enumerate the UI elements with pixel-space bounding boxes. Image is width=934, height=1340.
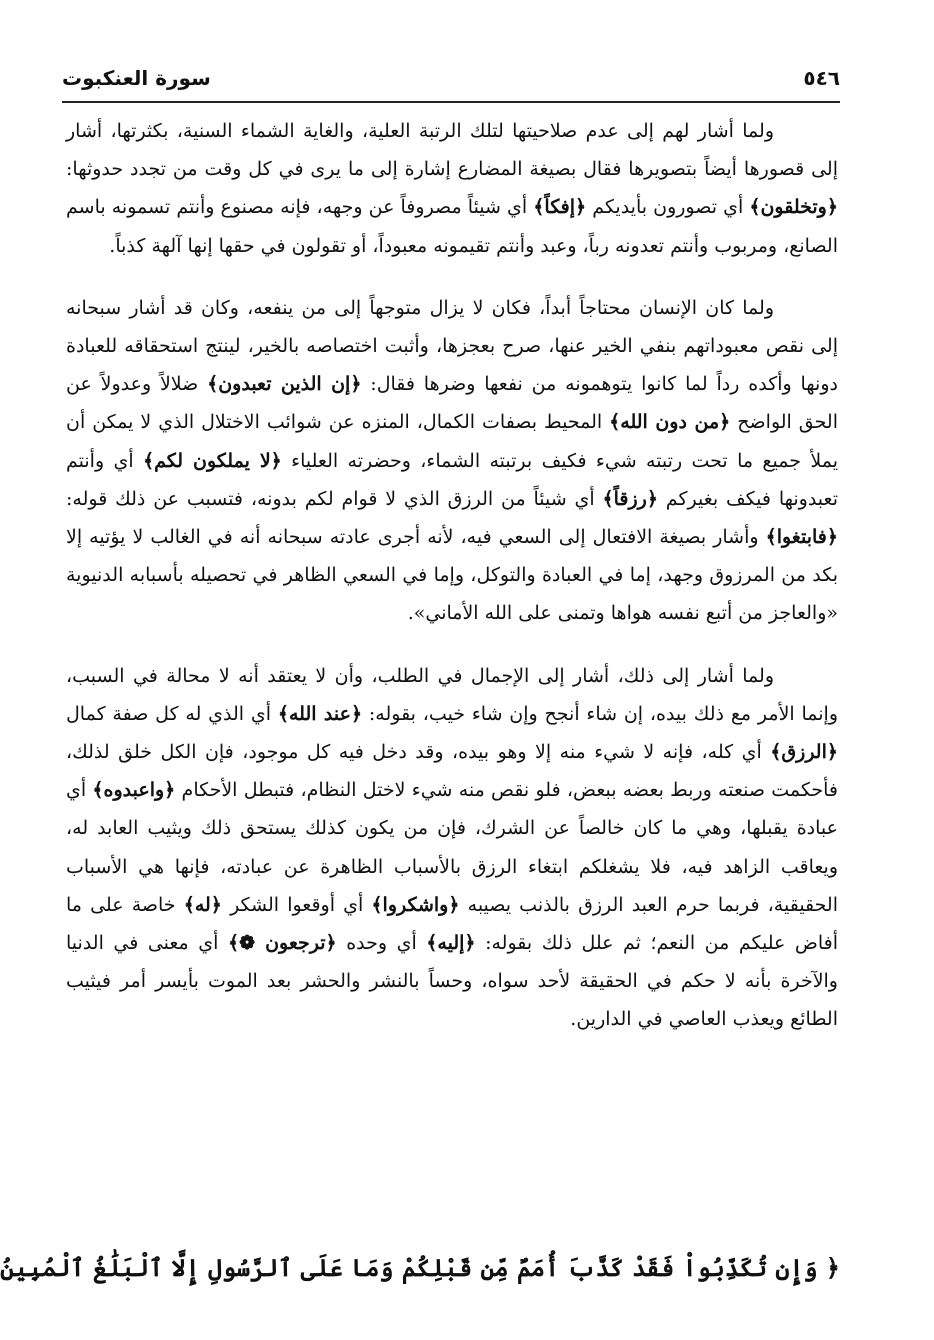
verse-text: ﴿ وَإِن تُكَذِّبُواْ فَقَدْ كَذَّبَ أُمَمٌ مِّن قَبْلِكُمْ وَمَا عَلَى ٱلرَّسُولِ إِلَّا ٱلْبَلَٰغُ ٱلْمُبِينُ <box>0 1253 840 1282</box>
text-segment: ضلالاً وعدولاً عن الحق الواضح <box>66 373 838 434</box>
text-segment: أي الذي له كل صفة كمال <box>66 702 278 725</box>
quoted-verse-word: ﴿وتخلقون﴾ <box>749 196 838 219</box>
page-header <box>62 58 840 98</box>
text-segment: ولما أشار لهم إلى عدم صلاحيتها لتلك الرتبة العلية، والغاية الشماء السنية، بكثرتها، أشار إلى قصورها أيضاً بتصويرها فقال بصيغة المضارع إشارة إلى ما يرى في كل وقت من تجدد حدوثها: <box>66 120 838 181</box>
quoted-verse-word: ﴿من دون الله﴾ <box>609 411 731 434</box>
text-segment: المحيط بصفات الكمال، المنزه عن شوائب الاختلال الذي لا يمكن أن يملأ جميع ما تحت رتبته شيء فكيف برتبته الشماء، وحضرته العلياء <box>66 411 838 472</box>
paragraph <box>66 112 838 265</box>
page-number: ٥٤٦ <box>803 66 840 90</box>
text-segment: أي وحده <box>336 932 427 955</box>
text-segment: خاصة على ما أفاض عليكم من النعم؛ ثم علل ذلك بقوله: <box>66 893 838 955</box>
text-segment: أي كله، فإنه لا شيء منه إلا وهو بيده، وقد دخل فيه كل موجود، فإن الكل خلق لذلك، فأحكمت صنعته وربط بعضه ببعض، فلو نقص منه شيء لاختل النظام، فتبطل الأحكام <box>66 741 838 802</box>
text-segment: أي عبادة يقبلها، وهي ما كان خالصاً عن الشرك، فإن من يكون كذلك يستحق ذلك ويثيب العابد له، ويعاقب الزاهد فيه، فلا يشغلكم ابتغاء الرزق بالأسباب الظاهرة عن عبادته، فإنها هي الأسباب الحقيقية، فربما حرم العبد الرزق بالذنب يصيبه <box>66 779 838 916</box>
text-segment: أي تصورون بأيديكم <box>586 196 750 219</box>
text-segment: أي شيئاً مصروفاً عن وجهه، فإنه مصنوع وأنتم تسمونه باسم الصانع، ومربوب وأنتم تعدونه رباً، وعبد وأنتم تقيمونه معبوداً، أو تقولون في حقها إنها آلهة كذباً. <box>66 196 838 257</box>
quoted-verse-word: ﴿له﴾ <box>183 893 222 916</box>
quoted-verse-word: ﴿الرزق﴾ <box>770 741 838 764</box>
paragraph <box>66 657 838 1039</box>
surah-title: سورة العنكبوت <box>62 66 211 90</box>
text-segment: وأشار بصيغة الافتعال إلى السعي فيه، لأنه أجرى عادته سبحانه أنه في الغالب لا يؤتيه إلا بكد من المرزوق وجهد، إما في العبادة والتوكل، وإما في السعي الظاهر في تحصيله بأسبابه الدنيوية «والعاجز من أتبع نفسه هواها وتمنى على الله الأماني». <box>66 526 838 625</box>
quoted-verse-word: ﴿إن الذين تعبدون﴾ <box>207 373 362 396</box>
quoted-verse-word: ﴿عند الله﴾ <box>277 702 363 725</box>
quoted-verse-word: ﴿واعبدوه﴾ <box>92 779 176 802</box>
text-segment: أي شيئاً من الرزق الذي لا قوام لكم بدونه، فتسبب عن ذلك قوله: <box>66 487 603 510</box>
quoted-verse-word: ﴿ترجعون ❁﴾ <box>227 932 337 955</box>
text-segment: أي وأنتم تعبدونها فيكف بغيركم <box>66 449 838 510</box>
text-segment: أي أوقعوا الشكر <box>221 893 372 916</box>
commentary-text <box>66 112 838 1039</box>
text-segment: ولما كان الإنسان محتاجاً أبداً، فكان لا يزال متوجهاً إلى من ينفعه، وكان قد أشار سبحانه إلى نقص معبوداتهم بنفي الخير عنها، صرح بعجزها، وأثبت اختصاصه بالخير، لينتج استحقاقه للعبادة دونها وأكده رداً لما كانوا يتوهمونه من نفعها وضرها فقال: <box>66 296 838 396</box>
paragraph <box>66 289 838 633</box>
quoted-verse-word: ﴿إليه﴾ <box>426 932 476 955</box>
quoted-verse-word: ﴿رزقاً﴾ <box>602 487 658 510</box>
text-segment: أي معنى في الدنيا والآخرة بأنه لا حكم في الحقيقة لأحد سواه، وحساً بالنشر والحشر بعد الموت بأيسر أمر فيثيب الطائع ويعذب العاصي في الدارين. <box>66 932 838 1031</box>
text-segment: ولما أشار إلى ذلك، أشار إلى الإجمال في الطلب، وأن لا يعتقد أنه لا محالة في السبب، وإنما الأمر مع ذلك بيده، إن شاء أنجح وإن شاء خيب، بقوله: <box>66 664 839 725</box>
quoted-verse-word: ﴿لا يملكون لكم﴾ <box>143 449 282 472</box>
header-divider <box>62 101 840 103</box>
quoted-verse-word: ﴿فابتغوا﴾ <box>765 526 838 549</box>
quran-verse <box>0 1238 840 1298</box>
quoted-verse-word: ﴿واشكروا﴾ <box>371 893 460 916</box>
quoted-verse-word: ﴿إفكاً﴾ <box>533 196 587 219</box>
